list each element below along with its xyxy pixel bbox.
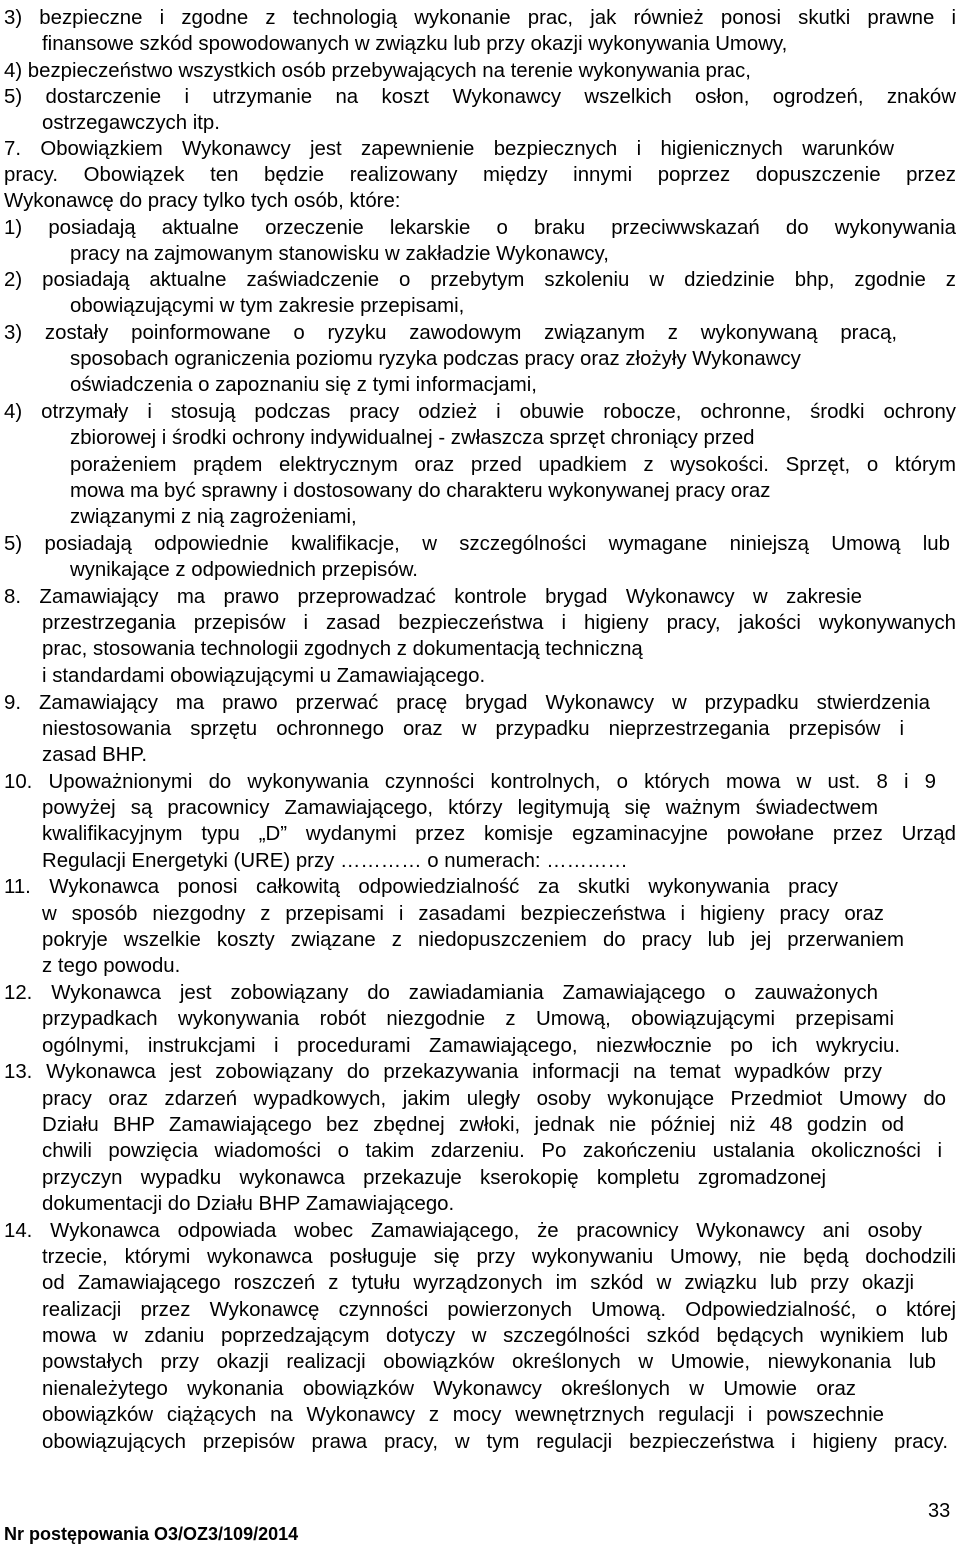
text-line: pracy. Obowiązek ten będzie realizowany między innymi poprzez dopuszczenie przez xyxy=(4,164,956,186)
text-line: 7. Obowiązkiem Wykonawcy jest zapewnienie bezpiecznych i higienicznych warunków xyxy=(4,138,894,160)
text-line: nienależytego wykonania obowiązków Wykonawcy określonych w Umowie oraz xyxy=(42,1378,856,1400)
text-line: w sposób niezgodny z przepisami i zasadami bezpieczeństwa i higieny pracy oraz xyxy=(42,903,884,925)
text-line: kwalifikacyjnym typu „D” wydanymi przez komisje egzaminacyjne powołane przez Urząd xyxy=(42,823,956,845)
text-line: pracy oraz zdarzeń wypadkowych, jakim uległy osoby wykonujące Przedmiot Umowy do xyxy=(42,1088,946,1110)
text-line: 5) dostarczenie i utrzymanie na koszt Wykonawcy wszelkich osłon, ogrodzeń, znaków xyxy=(4,86,956,108)
text-line: powyżej są pracownicy Zamawiającego, którzy legitymują się ważnym świadectwem xyxy=(42,797,878,819)
text-line: dokumentacji do Działu BHP Zamawiającego. xyxy=(42,1193,455,1215)
text-line: 9. Zamawiający ma prawo przerwać pracę brygad Wykonawcy w przypadku stwierdzenia xyxy=(4,692,930,714)
text-line: obowiązującymi w tym zakresie przepisami, xyxy=(70,295,465,317)
text-line: 8. Zamawiający ma prawo przeprowadzać kontrole brygad Wykonawcy w zakresie xyxy=(4,586,862,608)
text-line: obowiązujących przepisów prawa pracy, w tym regulacji bezpieczeństwa i higieny pracy. xyxy=(42,1431,948,1453)
text-line: pokryje wszelkie koszty związane z niedopuszczeniem do pracy lub jej przerwaniem xyxy=(42,929,904,951)
text-line: 2) posiadają aktualne zaświadczenie o przebytym szkoleniu w dziedzinie bhp, zgodnie z xyxy=(4,269,956,291)
text-line: Regulacji Energetyki (URE) przy ………… o numerach: ………… xyxy=(42,850,628,872)
text-line: ogólnymi, instrukcjami i procedurami Zamawiającego, niezwłocznie po ich wykryciu. xyxy=(42,1035,900,1057)
text-line: Wykonawcę do pracy tylko tych osób, które: xyxy=(4,190,401,212)
footer-procedure-number: Nr postępowania O3/OZ3/109/2014 xyxy=(4,1524,299,1544)
text-line: przypadkach wykonywania robót niezgodnie z Umową, obowiązującymi przepisami xyxy=(42,1008,894,1030)
text-line: 12. Wykonawca jest zobowiązany do zawiadamiania Zamawiającego o zauważonych xyxy=(4,982,878,1004)
text-line: 3) bezpieczne i zgodne z technologią wykonanie prac, jak również ponosi skutki prawne i xyxy=(4,7,956,29)
text-line: zasad BHP. xyxy=(42,744,148,766)
text-line: przyczyn wypadku wykonawca przekazuje kserokopię kompletu zgromadzonej xyxy=(42,1167,826,1189)
text-line: 1) posiadają aktualne orzeczenie lekarskie o braku przeciwwskazań do wykonywania xyxy=(4,217,956,239)
text-line: 4) otrzymały i stosują podczas pracy odzież i obuwie robocze, ochronne, środki ochrony xyxy=(4,401,956,423)
text-line: 10. Upoważnionymi do wykonywania czynności kontrolnych, o których mowa w ust. 8 i 9 xyxy=(4,771,936,793)
text-line: 4) bezpieczeństwo wszystkich osób przebywających na terenie wykonywania prac, xyxy=(4,60,751,82)
text-line: ostrzegawczych itp. xyxy=(42,112,220,134)
text-line: od Zamawiającego roszczeń z tytułu wyrządzonych im szkód w związku lub przy okazji xyxy=(42,1272,914,1294)
text-line: powstałych przy okazji realizacji obowiązków określonych w Umowie, niewykonania lub xyxy=(42,1351,936,1373)
text-line: oświadczenia o zapoznaniu się z tymi informacjami, xyxy=(70,374,537,396)
text-line: pracy na zajmowanym stanowisku w zakładzie Wykonawcy, xyxy=(70,243,609,265)
text-line: zbiorowej i środki ochrony indywidualnej - zwłaszcza sprzęt chroniący przed xyxy=(70,427,755,449)
text-line: 11. Wykonawca ponosi całkowitą odpowiedzialność za skutki wykonywania pracy xyxy=(4,876,838,898)
text-line: prac, stosowania technologii zgodnych z dokumentacją techniczną xyxy=(42,638,643,660)
text-line: przestrzegania przepisów i zasad bezpieczeństwa i higieny pracy, jakości wykonywanych xyxy=(42,612,956,634)
text-line: wynikające z odpowiednich przepisów. xyxy=(70,559,418,581)
text-line: 3) zostały poinformowane o ryzyku zawodowym związanym z wykonywaną pracą, xyxy=(4,322,897,344)
text-line: mowa ma być sprawny i dostosowany do charakteru wykonywanej pracy oraz xyxy=(70,480,771,502)
text-line: finansowe szkód spowodowanych w związku lub przy okazji wykonywania Umowy, xyxy=(42,33,788,55)
text-line: niestosowania sprzętu ochronnego oraz w przypadku nieprzestrzegania przepisów i xyxy=(42,718,904,740)
text-line: porażeniem prądem elektrycznym oraz przed upadkiem z wysokości. Sprzęt, o którym xyxy=(70,454,956,476)
text-line: 14. Wykonawca odpowiada wobec Zamawiającego, że pracownicy Wykonawcy ani osoby xyxy=(4,1220,922,1242)
text-line: trzecie, którymi wykonawca posługuje się przy wykonywaniu Umowy, nie będą dochodzili xyxy=(42,1246,956,1268)
text-line: Działu BHP Zamawiającego bez zbędnej zwłoki, jednak nie później niż 48 godzin od xyxy=(42,1114,904,1136)
text-line: związanymi z nią zagrożeniami, xyxy=(70,506,357,528)
text-line: sposobach ograniczenia poziomu ryzyka podczas pracy oraz złożyły Wykonawcy xyxy=(70,348,801,370)
text-line: i standardami obowiązującymi u Zamawiającego. xyxy=(42,665,486,687)
text-line: 13. Wykonawca jest zobowiązany do przekazywania informacji na temat wypadków przy xyxy=(4,1061,882,1083)
text-line: 5) posiadają odpowiednie kwalifikacje, w szczególności wymagane niniejszą Umową lub xyxy=(4,533,950,555)
text-line: realizacji przez Wykonawcę czynności powierzonych Umową. Odpowiedzialność, o której xyxy=(42,1299,956,1321)
text-line: chwili powzięcia wiadomości o takim zdarzeniu. Po zakończeniu ustalania okoliczności i xyxy=(42,1140,942,1162)
page-number: 33 xyxy=(928,1500,951,1522)
text-line: obowiązków ciążących na Wykonawcy z mocy wewnętrznych regulacji i powszechnie xyxy=(42,1404,884,1426)
text-line: mowa w zdaniu poprzedzającym dotyczy w szczególności szkód będących wynikiem lub xyxy=(42,1325,948,1347)
text-line: z tego powodu. xyxy=(42,955,181,977)
